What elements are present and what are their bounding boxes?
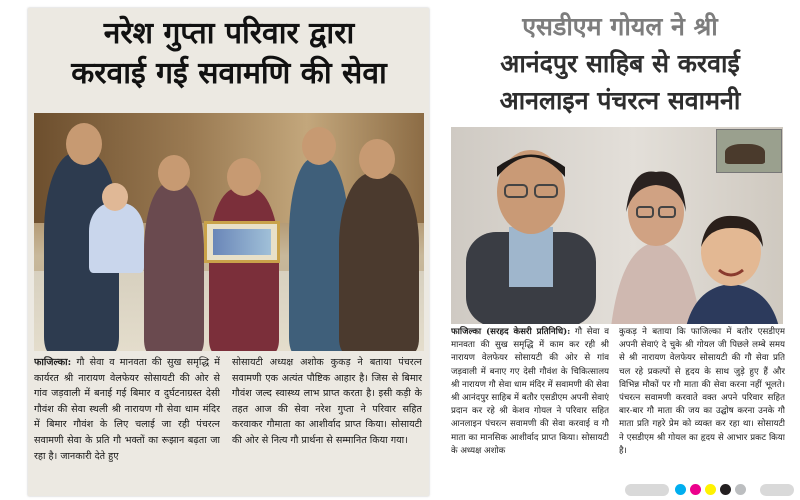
right-column-1-text: गौ सेवा व मानवता की सुख समृद्धि में काम कर रही श्री नारायण वेलफेयर सोसायटी की ओर से गांव जड़वाली में बनाए गए देसी गौवंश के चिकित्सालय श्री नारायण गौ सेवा धाम मंदिर में सवामणी की सेवा श्री आनंदपुर साहिब में बतौर एसडीएम अपनी सेवाएं प्रदान कर रहे श्री केशव गोयल ने परिवार सहित आनलाइन पंचरत्न सवामणी की सेवा करवाई व गौ माता का मानसिक आशीर्वाद प्राप्त किया। सोसायटी के अध्यक्ष अशोक <box>451 327 609 456</box>
left-article-body <box>34 355 424 490</box>
registration-color-dots <box>675 484 746 496</box>
left-group-photo <box>34 113 424 351</box>
registration-dot <box>690 484 701 495</box>
registration-dot <box>705 484 716 495</box>
registration-strip-right <box>760 484 794 496</box>
right-headline-line1: एसडीएम गोयल ने श्री <box>522 12 718 41</box>
left-headline <box>34 14 424 94</box>
registration-strip-left <box>625 484 669 496</box>
right-headline-line2: आनंदपुर साहिब से करवाई <box>500 49 740 78</box>
registration-dot <box>675 484 686 495</box>
right-news-clipping <box>445 6 795 470</box>
inset-cow-photo <box>716 129 782 173</box>
right-dateline: फाजिल्का (सरहद केसरी प्रतिनिधि): <box>451 327 571 337</box>
right-article-body <box>451 326 787 472</box>
right-article-column-2: कुकड़ ने बताया कि फाजिल्का में बतौर एसडीएम अपनी सेवाएं दे चुके श्री गोयल जी पिछले लम्बे समय से श्री नारायण वेलफेयर सोसायटी की गौ सेवा प्रति चल रहे प्रकल्पों से हृदय के साथ जुड़े हुए हैं और विभिन्न मौकों पर गौ माता की सेवा करना नहीं भूलते। पंचरत्न सवामणी करवाते वक्त अपने परिवार सहित बार-बार गौ माता की जय का उद्घोष करना उनके गौ माता प्रति गहरे प्रेम को व्यक्त कर रहा था। सोसायटी ने एसडीएम श्री गोयल का हृदय से आभार प्रकट किया है। <box>619 327 785 456</box>
left-article-column-2: सोसायटी अध्यक्ष अशोक कुकड़ ने बताया पंचरत्न सवामणी एक अत्यंत पौष्टिक आहार है। जिस से बिमार गौवंश जल्द स्वास्थ्य लाभ प्राप्त करता है। इसी कड़ी के तहत आज की सेवा नरेश गुप्ता ने परिवार सहित करवाकर गौमाता का आशीर्वाद प्राप्त किया। सोसायटी की ओर से नित्य गौ प्रार्थना से सम्मानित किया गया। <box>232 357 422 446</box>
framed-picture-gift <box>204 221 280 263</box>
right-article-column-1 <box>451 326 609 472</box>
left-news-clipping <box>28 8 429 496</box>
left-headline-line1: नरेश गुप्ता परिवार द्वारा <box>103 16 355 51</box>
registration-dot <box>720 484 731 495</box>
right-headline-line3: आनलाइन पंचरत्न सवामनी <box>499 86 741 115</box>
left-dateline: फाजिल्का: <box>34 357 72 368</box>
right-family-photo <box>451 127 783 324</box>
left-article-column-1 <box>34 355 220 490</box>
boy-figure <box>681 202 781 324</box>
registration-dot <box>735 484 746 495</box>
left-headline-line2: करवाई गई सवामणि की सेवा <box>71 56 387 91</box>
man-figure <box>461 137 601 324</box>
right-headline <box>445 8 795 119</box>
left-column-1-text: गौ सेवा व मानवता की सुख समृद्धि में कार्यरत श्री नारायण वेलफेयर सोसायटी की ओर से गांव जड़वाली में बनाई गई बिमार व दुर्घटनाग्रस्त देसी गौवंश की सेवा स्थली श्री नारायण गौ सेवा धाम मंदिर में बिमार गौवंश के लिए चलाई जा रही पंचरत्न सवामणी सेवा के प्रति गौ भक्तों का रूझान बढ़ता जा रहा है। जानकारी देते हुए <box>34 357 220 462</box>
